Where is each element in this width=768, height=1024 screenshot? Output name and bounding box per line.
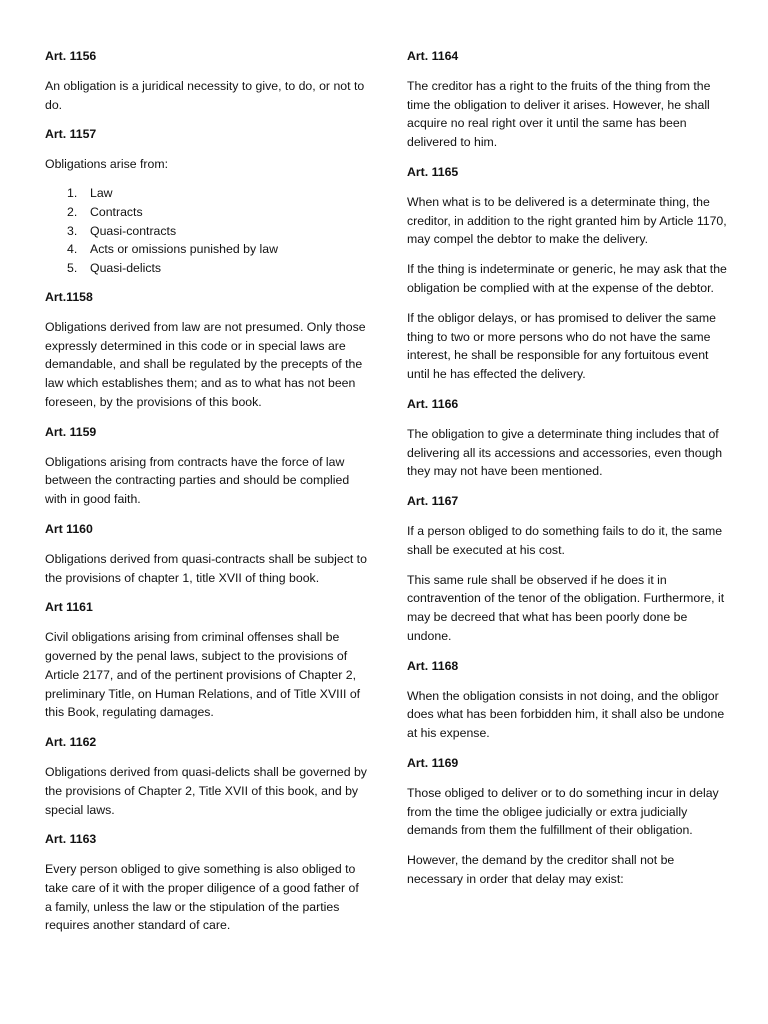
article-section (407, 492, 729, 646)
article-paragraph: If the thing is indeterminate or generic, he may ask that the obligation be complied with at the expense of the debtor. (407, 262, 727, 295)
list-item-text: Quasi-delicts (90, 261, 162, 276)
article-section (45, 47, 367, 114)
article-section (407, 395, 729, 481)
list-item (67, 222, 367, 241)
right-column (407, 47, 729, 900)
article-section (45, 598, 367, 722)
article-paragraph: The creditor has a right to the fruits of the thing from the time the obligation to deliver it arises. However, he shall acquire no real right over it until the same has been delivered to him. (407, 78, 711, 150)
article-section (407, 163, 729, 384)
list-item-number: 3. (67, 223, 78, 238)
article-heading: Art. 1166 (407, 396, 459, 411)
list-item-number: 4. (67, 242, 78, 257)
article-section (407, 754, 729, 889)
article-paragraph: An obligation is a juridical necessity to give, to do, or not to do. (45, 78, 365, 112)
article-paragraph: This same rule shall be observed if he does it in contravention of the tenor of the obligation. Furthermore, it may be decreed that what has been poorly done be undone. (407, 572, 725, 643)
list-item (67, 240, 367, 259)
list-item (67, 184, 367, 203)
article-heading: Art. 1165 (407, 164, 459, 179)
article-heading: Art. 1168 (407, 658, 459, 673)
article-heading: Art. 1167 (407, 494, 459, 509)
article-paragraph: Obligations arising from contracts have the force of law between the contracting parties and should be complied with in good faith. (45, 454, 350, 507)
list-item-text: Quasi-contracts (90, 223, 177, 238)
article-paragraph: However, the demand by the creditor shall not be necessary in order that delay may exist: (407, 853, 675, 886)
article-paragraph: If the obligor delays, or has promised to deliver the same thing to two or more persons who do not have the same interest, he shall be responsible for any fortuitous event until he has effected the delivery. (407, 310, 716, 382)
article-heading: Art. 1169 (407, 755, 459, 770)
numbered-list (45, 184, 367, 278)
article-paragraph: Those obliged to deliver or to do something incur in delay from the time the obligee judicially or extra judicially demands from them the fulfillment of their obligation. (407, 785, 719, 838)
article-paragraph: Every person obliged to give something is also obliged to take care of it with the proper diligence of a good father of a family, unless the law or the stipulation of the parties requires another standard of care. (45, 862, 359, 933)
list-item-number: 5. (67, 261, 78, 276)
article-paragraph: Obligations derived from quasi-contracts shall be subject to the provisions of chapter 1, title XVII of thing book. (45, 551, 367, 585)
article-section (45, 830, 367, 935)
article-section (45, 288, 367, 412)
article-paragraph: When what is to be delivered is a determinate thing, the creditor, in addition to the right granted him by Article 1170, may compel the debtor to make the delivery. (407, 194, 727, 247)
article-paragraph: Obligations arise from: (45, 157, 169, 172)
article-paragraph: Obligations derived from quasi-delicts shall be governed by the provisions of Chapter 2, Title XVII of this book, and by special laws. (45, 764, 367, 817)
article-section (45, 125, 367, 278)
article-paragraph: Obligations derived from law are not presumed. Only those expressly determined in this code or in special laws are demandable, and shall be regulated by the precepts of the law which establishes them; and as to what has not been foreseen, by the provisions of this book. (45, 319, 366, 409)
article-heading: Art.1158 (45, 289, 93, 304)
left-column (45, 47, 367, 946)
article-heading: Art. 1162 (45, 735, 97, 750)
article-heading: Art. 1157 (45, 127, 97, 142)
list-item (67, 259, 367, 278)
article-paragraph: If a person obliged to do something fails to do it, the same shall be executed at his cost. (407, 523, 723, 557)
article-section (45, 733, 367, 819)
article-heading: Art. 1159 (45, 424, 97, 439)
article-heading: Art. 1156 (45, 49, 97, 63)
article-section (407, 657, 729, 743)
article-heading: Art 1161 (45, 600, 93, 615)
article-section (45, 520, 367, 587)
article-heading: Art. 1163 (45, 832, 97, 847)
article-section (45, 423, 367, 509)
list-item-text: Law (90, 185, 113, 200)
article-heading: Art 1160 (45, 521, 93, 536)
list-item-number: 1. (67, 185, 78, 200)
list-item-number: 2. (67, 204, 78, 219)
article-paragraph: Civil obligations arising from criminal offenses shall be governed by the penal laws, subject to the provisions of Article 2177, and of the pertinent provisions of Chapter 2, preliminary Title, on Human Relations, and of Title XVIII of this Book, regulating damages. (45, 630, 361, 720)
list-item-text: Contracts (90, 204, 143, 219)
article-section (407, 47, 729, 152)
article-paragraph: The obligation to give a determinate thing includes that of delivering all its accessions and accessories, even though they may not have been mentioned. (407, 426, 723, 479)
article-heading: Art. 1164 (407, 49, 459, 63)
list-item (67, 203, 367, 222)
list-item-text: Acts or omissions punished by law (90, 242, 278, 257)
article-paragraph: When the obligation consists in not doing, and the obligor does what has been forbidden him, it shall also be undone at his expense. (407, 688, 725, 741)
